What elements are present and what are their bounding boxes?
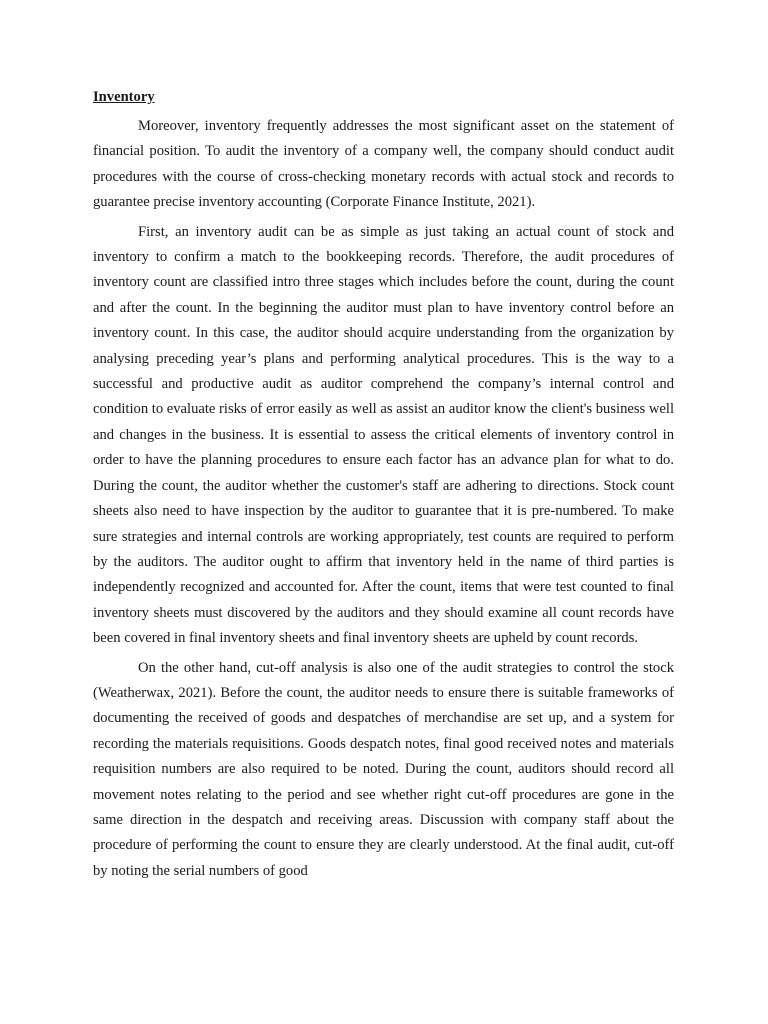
paragraph-1: Moreover, inventory frequently addresses the most significant asset on the statement of financial position. To audit the inventory of a company well, the company should conduct audit procedures with the course of cross-checking monetary records with actual stock and records to guarantee precise inventory accounting (Corporate Finance Institute, 2021). (93, 118, 674, 211)
paragraph-3: On the other hand, cut-off analysis is also one of the audit strategies to control the stock (Weatherwax, 2021). Before the count, the auditor needs to ensure there is suitable frameworks of documenting the received of goods and despatches of merchandise are set up, and a system for recording the materials requisitions. Goods despatch notes, final good received notes and materials requisition numbers are also required to be noted. During the count, auditors should record all movement notes relating to the period and see whether right cut-off procedures are gone in the same direction in the despatch and receiving areas. Discussion with company staff about the procedure of performing the count to ensure they are clearly understood. At the final audit, cut-off by noting the serial numbers of good (93, 659, 674, 879)
document-page (93, 86, 674, 888)
section-heading: Inventory (93, 89, 155, 105)
paragraph-2: First, an inventory audit can be as simple as just taking an actual count of stock and inventory to confirm a match to the bookkeeping records. Therefore, the audit procedures of inventory count are classified intro three stages which includes before the count, during the count and after the count. In the beginning the auditor must plan to have inventory control before an inventory count. In this case, the auditor should acquire understanding from the organization by analysing preceding year’s plans and performing analytical procedures. This is the way to a successful and productive audit as auditor comprehend the company’s internal control and condition to evaluate risks of error easily as well as assist an auditor know the client's business well and changes in the business. It is essential to assess the critical elements of inventory control in order to have the planning procedures to ensure each factor has an advance plan for what to do. During the count, the auditor whether the customer's staff are adhering to directions. Stock count sheets also need to have inspection by the auditor to guarantee that it is pre-numbered. To make sure strategies and internal controls are working appropriately, test counts are required to perform by the auditors. The auditor ought to affirm that inventory held in the name of third parties is independently recognized and accounted for. After the count, items that were test counted to final inventory sheets must discovered by the auditors and they should examine all count records have been covered in final inventory sheets and final inventory sheets are upheld by count records. (93, 223, 674, 647)
